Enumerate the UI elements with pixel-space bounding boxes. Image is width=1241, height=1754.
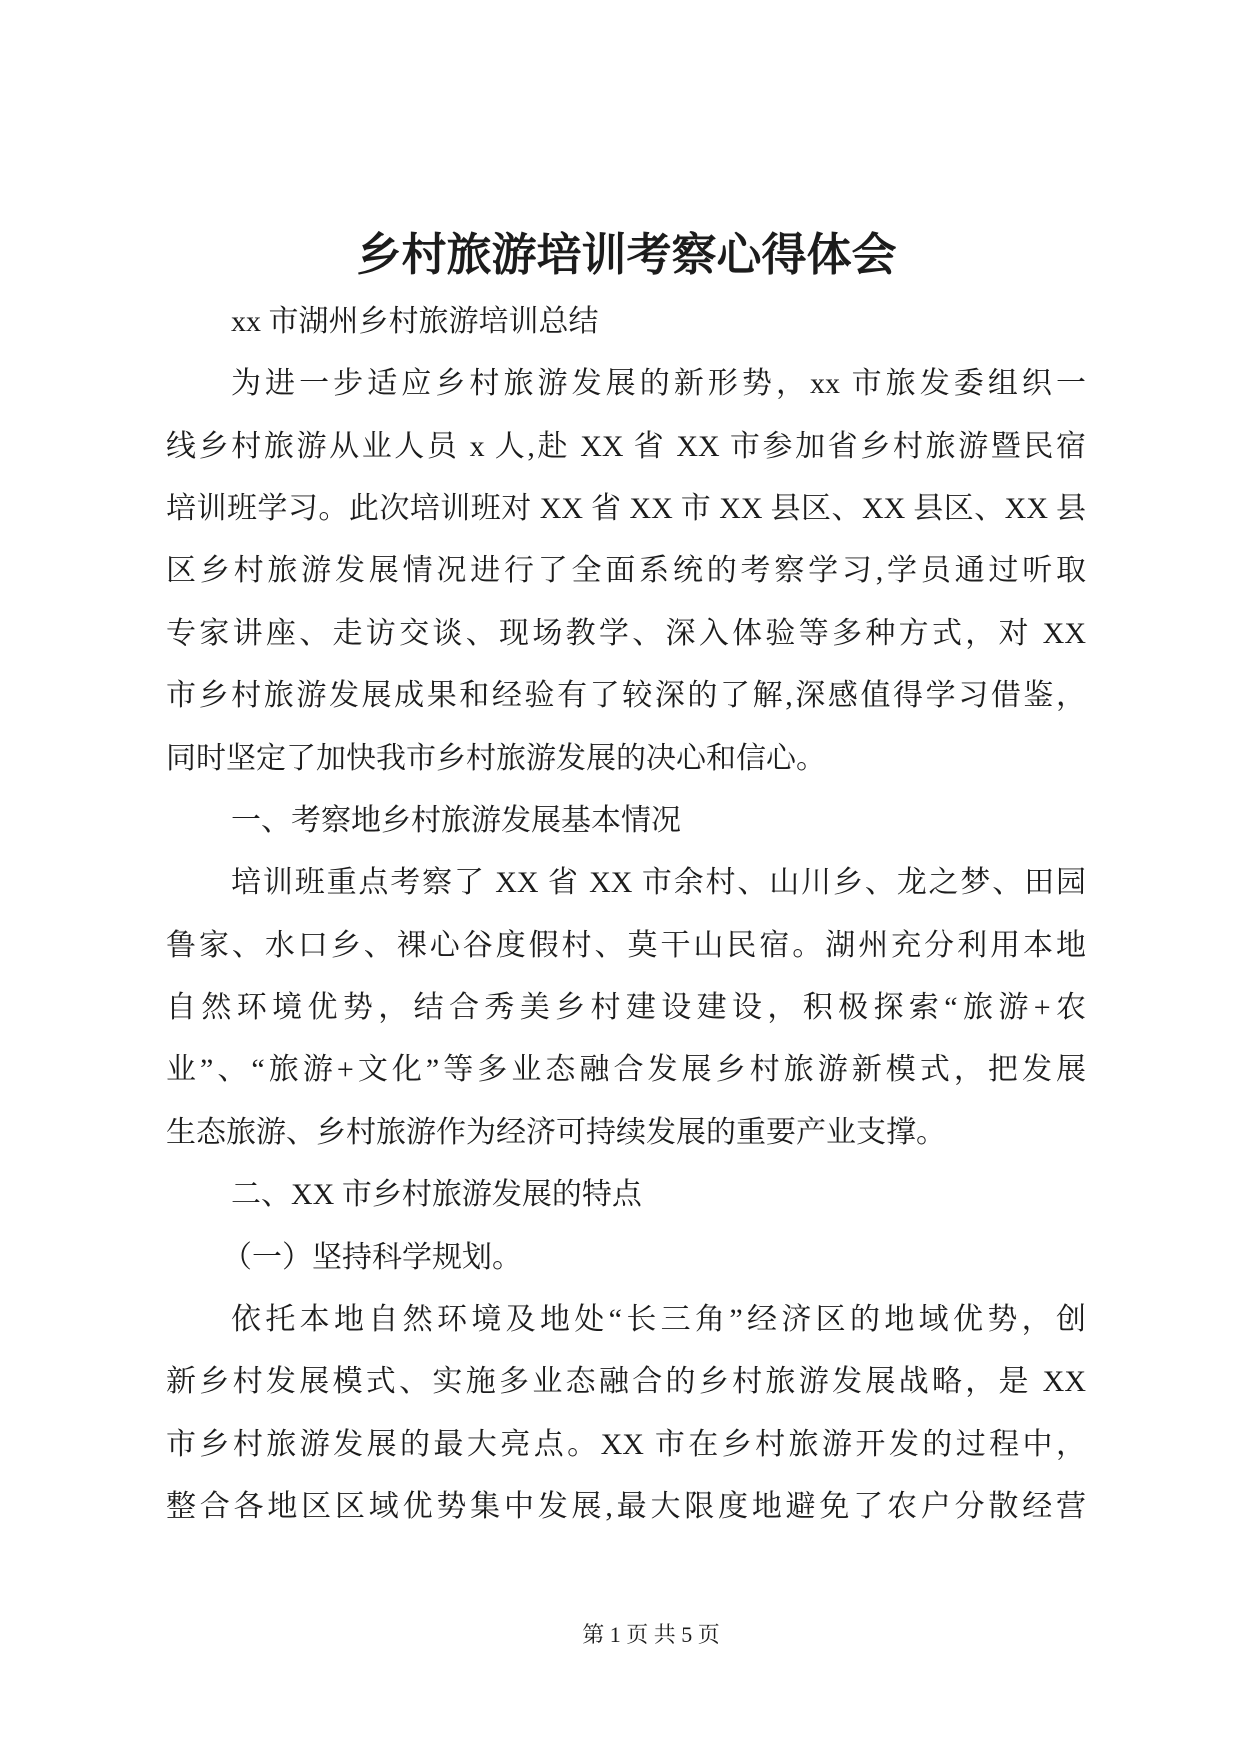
text-line: 鲁家、水口乡、裸心谷度假村、莫干山民宿。湖州充分利用本地 bbox=[166, 928, 1086, 962]
text-line: 市乡村旅游发展成果和经验有了较深的了解,深感值得学习借鉴， bbox=[166, 679, 1086, 713]
page-number-footer: 第 1 页 共 5 页 bbox=[582, 1622, 720, 1647]
subtitle-line: xx 市湖州乡村旅游培训总结 bbox=[231, 304, 599, 338]
section-heading bbox=[166, 790, 1086, 852]
document-title: 乡村旅游培训考察心得体会 bbox=[356, 230, 897, 280]
text-line: 区乡村旅游发展情况进行了全面系统的考察学习,学员通过听取 bbox=[166, 554, 1086, 588]
text-line: 业”、“旅游+文化”等多业态融合发展乡村旅游新模式，把发展 bbox=[166, 1053, 1086, 1087]
text-line: 整合各地区区域优势集中发展,最大限度地避免了农户分散经营 bbox=[166, 1490, 1086, 1524]
text-line: 同时坚定了加快我市乡村旅游发展的决心和信心。 bbox=[166, 741, 826, 775]
subsection-heading-line: （一）坚持科学规划。 bbox=[222, 1240, 522, 1274]
text-line: 自然环境优势，结合秀美乡村建设建设，积极探索“旅游+农 bbox=[166, 991, 1086, 1025]
section-heading bbox=[166, 1164, 1086, 1226]
paragraph bbox=[166, 852, 1086, 1164]
text-line: 生态旅游、乡村旅游作为经济可持续发展的重要产业支撑。 bbox=[166, 1115, 946, 1149]
text-line: 培训班学习。此次培训班对 XX 省 XX 市 XX 县区、XX 县区、XX 县 bbox=[166, 491, 1086, 525]
paragraph bbox=[166, 353, 1086, 790]
text-line: 线乡村旅游从业人员 x 人,赴 XX 省 XX 市参加省乡村旅游暨民宿 bbox=[166, 429, 1086, 463]
section-heading-line: 二、XX 市乡村旅游发展的特点 bbox=[231, 1178, 642, 1212]
text-line: 依托本地自然环境及地处“长三角”经济区的地域优势，创 bbox=[231, 1303, 1086, 1337]
paragraph bbox=[166, 1289, 1086, 1539]
text-line: 专家讲座、走访交谈、现场教学、深入体验等多种方式，对 XX bbox=[166, 616, 1086, 650]
subsection-heading bbox=[166, 1227, 1086, 1289]
text-line: 为进一步适应乡村旅游发展的新形势，xx 市旅发委组织一 bbox=[231, 367, 1086, 401]
text-line: 市乡村旅游发展的最大亮点。XX 市在乡村旅游开发的过程中， bbox=[166, 1427, 1086, 1461]
text-line: 新乡村发展模式、实施多业态融合的乡村旅游发展战略，是 XX bbox=[166, 1365, 1086, 1399]
section-heading-line: 一、考察地乡村旅游发展基本情况 bbox=[231, 803, 681, 837]
text-line: 培训班重点考察了 XX 省 XX 市余村、山川乡、龙之梦、田园 bbox=[231, 866, 1086, 900]
subtitle-paragraph bbox=[166, 291, 1086, 353]
document-body bbox=[166, 291, 1086, 1539]
